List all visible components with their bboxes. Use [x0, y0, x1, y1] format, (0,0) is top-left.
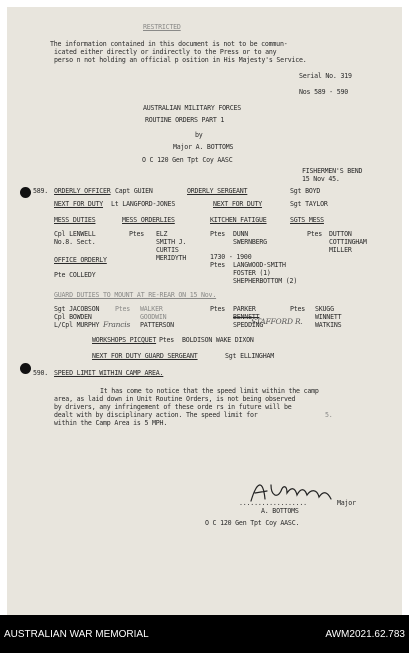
orders-title: ROUTINE ORDERS PART 1 — [145, 116, 225, 124]
time-name-2: FOSTER (1) — [233, 269, 271, 277]
time-rank: Ptes — [210, 261, 226, 269]
binder-hole-bottom — [20, 363, 31, 374]
mess-orderlies-rank: Ptes — [129, 230, 145, 238]
guard-col3-handwritten: STAFFORD R. — [251, 317, 303, 326]
guard-col2-2: GOODWIN — [140, 313, 167, 321]
date: 15 Nov 45. — [302, 175, 340, 183]
guard-duties-heading: GUARD DUTIES TO MOUNT AT RE-REAR ON 15 Nov. — [54, 291, 217, 299]
binder-hole-top — [20, 187, 31, 198]
workshops-picquet-label: WORKSHOPS PICQUET — [92, 336, 157, 344]
orderly-officer-label: ORDERLY OFFICER — [54, 187, 111, 195]
item-590-title: SPEED LIMIT WITHIN CAMP AREA. — [54, 369, 164, 377]
notice-line-3: perso n not holding an official p osition in His Majesty's Service. — [54, 56, 307, 64]
item-590-number: 590. — [33, 369, 49, 377]
guard-col3-2: BENNETT — [233, 313, 260, 321]
kitchen-fatigue-heading: KITCHEN FATIGUE — [210, 216, 267, 224]
next-duty-label-2: NEXT FOR DUTY — [213, 200, 263, 208]
order-numbers: Nos 589 - 590 — [299, 88, 349, 96]
guard-col3-rank: Ptes — [210, 305, 226, 313]
place: FISHERMEN'S BEND — [302, 167, 363, 175]
notice-line-2: icated either directly or indirectly to the Press or to any — [54, 48, 277, 56]
restricted-stamp: RESTRICTED — [143, 23, 181, 31]
sgts-1: DUTTON — [329, 230, 352, 238]
guard-col4-1: SKUGG — [315, 305, 334, 313]
item-590-line-1: It has come to notice that the speed limit within the camp — [100, 387, 319, 395]
sgts-3: MILLER — [329, 246, 352, 254]
sgts-2: COTTINGHAM — [329, 238, 367, 246]
item-590-line-5: within the Camp Area is 5 MPH. — [54, 419, 168, 427]
guard-col4-rank: Ptes — [290, 305, 306, 313]
guard-col3-3: SPEDDING — [233, 321, 264, 329]
document-page — [7, 7, 402, 615]
guard-handwritten-note: Francis — [103, 320, 131, 329]
workshops-names: BOLDISON WAKE DIXON — [182, 336, 254, 344]
guard-col1-3: L/Cpl MURPHY — [54, 321, 100, 329]
time-name-1: LANGWOOD-SMITH — [233, 261, 286, 269]
guard-col2-rank: Ptes — [115, 305, 131, 313]
item-590-margin-note: 5. — [325, 411, 333, 419]
next-duty-officer: Lt LANGFORD-JONES — [111, 200, 176, 208]
guard-col2-1: WALKER — [140, 305, 163, 313]
next-duty-sergeant: Sgt TAYLOR — [290, 200, 328, 208]
serial-number: Serial No. 319 — [299, 72, 352, 80]
next-duty-label: NEXT FOR DUTY — [54, 200, 104, 208]
orderly-officer-name: Capt GUIEN — [115, 187, 153, 195]
guard-col4-3: WATKINS — [315, 321, 342, 329]
notice-line-1: The information contained in this document is not to be commun- — [50, 40, 288, 48]
workshops-rank: Ptes — [159, 336, 175, 344]
sgts-mess-heading: SGTS MESS — [290, 216, 324, 224]
signature-rank: Major — [337, 499, 356, 507]
mess-duties-1: Cpl LENWELL — [54, 230, 96, 238]
guard-col1-2: Cpl BOWDEN — [54, 313, 92, 321]
mess-duties-2: No.8. Sect. — [54, 238, 96, 246]
orderly-sergeant-name: Sgt BOYD — [290, 187, 321, 195]
guard-col1-1: Sgt JACOBSON — [54, 305, 100, 313]
mess-duties-heading: MESS DUTIES — [54, 216, 96, 224]
item-590-line-2: area, as laid down in Unit Routine Orders, is not being observed — [54, 395, 296, 403]
by-line: by — [195, 131, 203, 139]
mess-orderly-2: SMITH J. — [156, 238, 187, 246]
archive-footer — [0, 615, 409, 653]
guard-col4-2: WINNETT — [315, 313, 342, 321]
issuer: Major A. BOTTOMS — [173, 143, 234, 151]
signature-dotted-line: .................. — [239, 499, 307, 507]
orderly-sergeant-label: ORDERLY SERGEANT — [187, 187, 248, 195]
issuer-unit: O C 120 Gen Tpt Coy AASC — [142, 156, 233, 164]
force-heading: AUSTRALIAN MILITARY FORCES — [143, 104, 242, 112]
footer-institution: AUSTRALIAN WAR MEMORIAL — [4, 629, 149, 640]
signature-name: A. BOTTOMS — [261, 507, 299, 515]
item-590-line-3: by drivers, any infringement of these orde rs in future will be — [54, 403, 292, 411]
footer-accession-number: AWM2021.62.783 — [325, 629, 405, 640]
mess-orderly-1: ELZ — [156, 230, 168, 238]
mess-orderly-3: CURTIS — [156, 246, 179, 254]
guard-col3-1: PARKER — [233, 305, 256, 313]
mess-orderlies-heading: MESS ORDERLIES — [122, 216, 175, 224]
mess-orderly-4: MERIDYTH — [156, 254, 187, 262]
kitchen-2: SWERNBERG — [233, 238, 267, 246]
office-orderly-name: Pte COLLEDY — [54, 271, 96, 279]
next-guard-sergeant-label: NEXT FOR DUTY GUARD SERGEANT — [92, 352, 198, 360]
mess-time: 1730 - 1900 — [210, 253, 252, 261]
item-590-line-4: dealt with by disciplinary action. The speed limit for — [54, 411, 258, 419]
guard-col2-3: PATTERSON — [140, 321, 174, 329]
sgts-rank: Ptes — [307, 230, 323, 238]
signature-unit: O C 120 Gen Tpt Coy AASC. — [205, 519, 300, 527]
next-guard-sergeant-name: Sgt ELLINGHAM — [225, 352, 275, 360]
item-589-number: 589. — [33, 187, 49, 195]
kitchen-1: DUNN — [233, 230, 249, 238]
time-name-3: SHEPHERBOTTOM (2) — [233, 277, 298, 285]
kitchen-rank: Ptes — [210, 230, 226, 238]
office-orderly-label: OFFICE ORDERLY — [54, 256, 107, 264]
